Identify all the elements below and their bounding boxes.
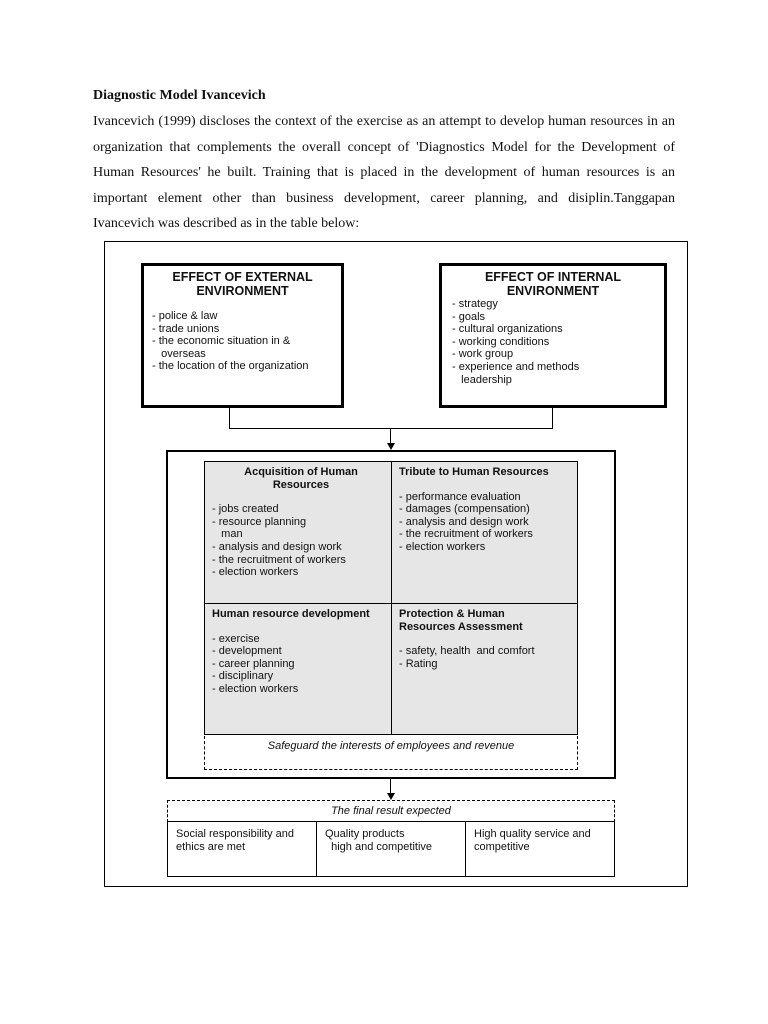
result-line: competitive: [474, 840, 530, 853]
list-item: - development: [212, 645, 282, 658]
result-quality-products: [316, 821, 466, 877]
result-quality-service: [465, 821, 615, 877]
connector-results: [390, 779, 391, 793]
tribute-title: Tribute to Human Resources: [399, 466, 549, 478]
tribute-cell: [399, 466, 577, 554]
list-item: - the location of the organization: [152, 360, 309, 373]
result-line: ethics are met: [176, 840, 246, 853]
result-social-responsibility: [167, 821, 317, 877]
list-item: - experience and methods: [452, 360, 580, 373]
grid-divider-vertical: [391, 462, 392, 734]
grid-divider-horizontal: [205, 603, 577, 604]
list-item: overseas: [152, 347, 206, 360]
list-item: - performance evaluation: [399, 490, 521, 503]
list-item: - damages (compensation): [399, 503, 530, 516]
list-item: - safety, health and comfort: [399, 645, 535, 658]
internal-environment-box: [439, 263, 667, 408]
list-item: - election workers: [212, 566, 299, 579]
tribute-list: [399, 491, 577, 554]
development-list: [212, 633, 390, 696]
list-item: - election workers: [399, 540, 486, 553]
result-line: Quality products: [325, 828, 405, 840]
arrow-down-icon: [387, 793, 395, 800]
list-item: - the economic situation in &: [152, 335, 291, 348]
hr-activities-grid: [204, 461, 578, 735]
external-environment-box: [141, 263, 344, 408]
arrow-down-icon: [387, 443, 395, 450]
list-item: - Rating: [399, 657, 438, 670]
external-title-line1: EFFECT OF EXTERNAL: [172, 270, 313, 284]
result-line: Social responsibility and: [176, 828, 295, 840]
acquisition-cell: [212, 466, 390, 579]
final-result-label: The final result expected: [167, 800, 615, 822]
list-item: - cultural organizations: [452, 323, 563, 336]
connector-down: [390, 428, 391, 443]
connector-left-vertical: [229, 408, 230, 428]
list-item: - resource planning: [212, 515, 307, 528]
development-cell: [212, 608, 390, 696]
internal-title-line2: ENVIRONMENT: [506, 284, 600, 298]
result-line: High quality service and: [474, 828, 591, 840]
external-title-line2: ENVIRONMENT: [196, 284, 289, 298]
list-item: - strategy: [452, 298, 498, 310]
internal-title-line1: EFFECT OF INTERNAL: [484, 270, 622, 284]
protection-cell: [399, 608, 577, 670]
internal-factor-list: [452, 298, 654, 386]
external-factor-list: [152, 310, 333, 373]
connector-horizontal: [229, 428, 553, 429]
protection-title-line1: Protection & Human: [399, 608, 505, 620]
document-heading: Diagnostic Model Ivancevich: [93, 88, 266, 103]
list-item: man: [212, 528, 243, 541]
list-item: - exercise: [212, 632, 260, 645]
list-item: - work group: [452, 348, 514, 361]
list-item: - analysis and design work: [212, 540, 342, 553]
list-item: - the recruitment of workers: [399, 528, 533, 541]
list-item: - analysis and design work: [399, 515, 529, 528]
acquisition-title-line2: Resources: [272, 478, 330, 491]
protection-title-line2: Resources Assessment: [399, 620, 523, 633]
result-line: high and competitive: [325, 840, 433, 853]
list-item: - jobs created: [212, 503, 279, 516]
acquisition-title-line1: Acquisition of Human: [244, 466, 358, 478]
list-item: - career planning: [212, 657, 295, 670]
connector-right-vertical: [552, 408, 553, 428]
protection-list: [399, 645, 577, 670]
list-item: leadership: [452, 373, 512, 386]
list-item: - police & law: [152, 310, 218, 322]
body-paragraph: Ivancevich (1999) discloses the context of the exercise as an attempt to develop human resources in an organization that complements the overall concept of 'Diagnostics Model for the Development of Human Resources' he built. Training that is placed in the development of human resources is an important element other than business development, career planning, and disiplin.Tanggapan Ivancevich was described as in the table below:: [93, 114, 675, 231]
acquisition-list: [212, 503, 390, 579]
list-item: - working conditions: [452, 335, 550, 348]
list-item: - trade unions: [152, 322, 220, 335]
list-item: - disciplinary: [212, 670, 274, 683]
list-item: - goals: [452, 310, 486, 323]
development-title: Human resource development: [212, 608, 370, 620]
list-item: - election workers: [212, 682, 299, 695]
safeguard-banner: Safeguard the interests of employees and revenue: [204, 736, 578, 770]
list-item: - the recruitment of workers: [212, 553, 346, 566]
